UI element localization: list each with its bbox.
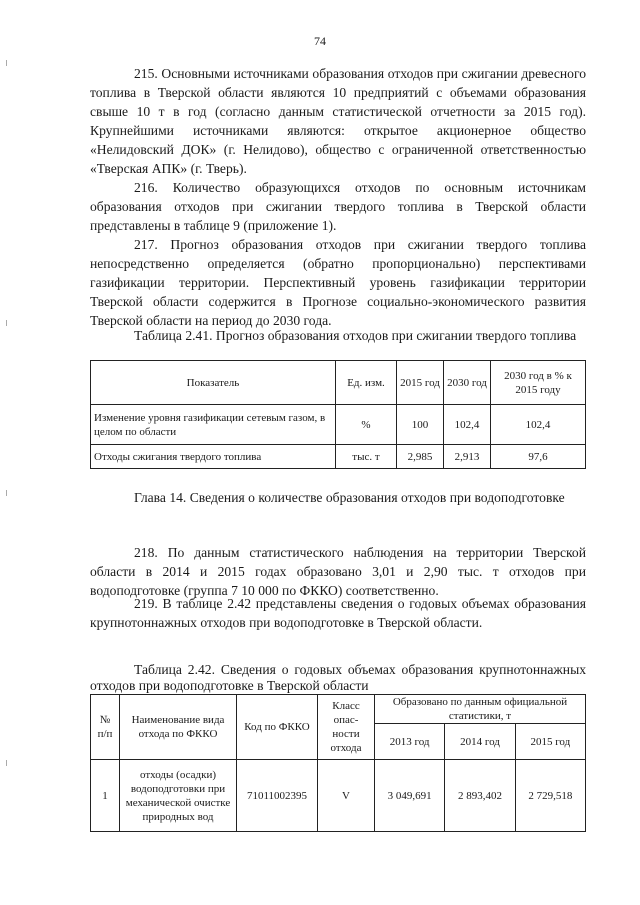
header-2030: 2030 год <box>444 361 491 405</box>
binding-margin-marks <box>6 60 8 860</box>
table-2-42-caption: Таблица 2.42. Сведения о годовых объемах образования крупнотоннажных отходов при водоподготовке в Тверской области <box>90 662 586 693</box>
chapter-14-heading: Глава 14. Сведения о количестве образования отходов при водоподготовке <box>134 490 565 505</box>
header-2014: 2014 год <box>445 724 515 760</box>
cell-indicator: Изменение уровня газификации сетевым газом, в целом по области <box>91 405 336 445</box>
cell-2015: 100 <box>397 405 444 445</box>
table-row <box>91 445 586 469</box>
cell-2013: 3 049,691 <box>375 760 445 832</box>
table-row <box>91 760 586 832</box>
header-2015: 2015 год <box>397 361 444 405</box>
cell-indicator: Отходы сжигания твердого топлива <box>91 445 336 469</box>
cell-num: 1 <box>91 760 120 832</box>
paragraph-219: 219. В таблице 2.42 представлены сведения о годовых объемах образования крупнотоннажных отходов при водоподготовке в Тверской области. <box>90 596 586 630</box>
table-row <box>91 405 586 445</box>
header-code: Код по ФККО <box>237 695 318 760</box>
cell-2014: 2 893,402 <box>445 760 515 832</box>
header-name: Наименование вида отхода по ФККО <box>120 695 237 760</box>
cell-2015: 2,985 <box>397 445 444 469</box>
paragraph-218: 218. По данным статистического наблюдения на территории Тверской области в 2014 и 2015 годах образовано 3,01 и 2,90 тыс. т отходов при водоподготовке (группа 7 10 000 по ФККО) соответственно. <box>90 545 586 598</box>
cell-code: 71011002395 <box>237 760 318 832</box>
table-2-41-caption: Таблица 2.41. Прогноз образования отходов при сжигании твердого топлива <box>134 328 577 343</box>
table-2-42 <box>90 694 586 832</box>
cell-2015: 2 729,518 <box>515 760 585 832</box>
cell-2030: 2,913 <box>444 445 491 469</box>
header-2013: 2013 год <box>375 724 445 760</box>
table-2-41 <box>90 360 586 469</box>
page-number: 74 <box>314 34 326 48</box>
cell-2030: 102,4 <box>444 405 491 445</box>
header-num: № п/п <box>91 695 120 760</box>
paragraph-216: 216. Количество образующихся отходов по основным источникам образования отходов при сжигании твердого топлива в Тверской области представлены в таблице 9 (приложение 1). <box>90 180 586 233</box>
header-unit: Ед. изм. <box>336 361 397 405</box>
header-class: Класс опас-ности отхода <box>318 695 375 760</box>
header-statistics-group: Образовано по данным официальной статистики, т <box>375 695 586 724</box>
header-2015: 2015 год <box>515 724 585 760</box>
table-header-row <box>91 695 586 724</box>
cell-name: отходы (осадки) водоподготовки при механической очистке природных вод <box>120 760 237 832</box>
cell-unit: % <box>336 405 397 445</box>
cell-unit: тыс. т <box>336 445 397 469</box>
cell-ratio: 97,6 <box>491 445 586 469</box>
header-ratio: 2030 год в % к 2015 году <box>491 361 586 405</box>
cell-class: V <box>318 760 375 832</box>
header-indicator: Показатель <box>91 361 336 405</box>
table-header-row <box>91 361 586 405</box>
cell-ratio: 102,4 <box>491 405 586 445</box>
paragraph-217: 217. Прогноз образования отходов при сжигании твердого топлива непосредственно определяется (обратно пропорционально) перспективами газификации территории. Перспективный уровень газификации территории Тверской области содержится в Прогнозе социально-экономического развития Тверской области на период до 2030 года. <box>90 237 586 328</box>
paragraph-215: 215. Основными источниками образования отходов при сжигании древесного топлива в Тверской области являются 10 предприятий с объемами образования свыше 10 т в год (согласно данным статистической отчетности за 2015 год). Крупнейшими источниками являются: открытое акционерное общество «Нелидовский ДОК» (г. Нелидово), общество с ограниченной ответственностью «Тверская АПК» (г. Тверь). <box>90 66 586 176</box>
